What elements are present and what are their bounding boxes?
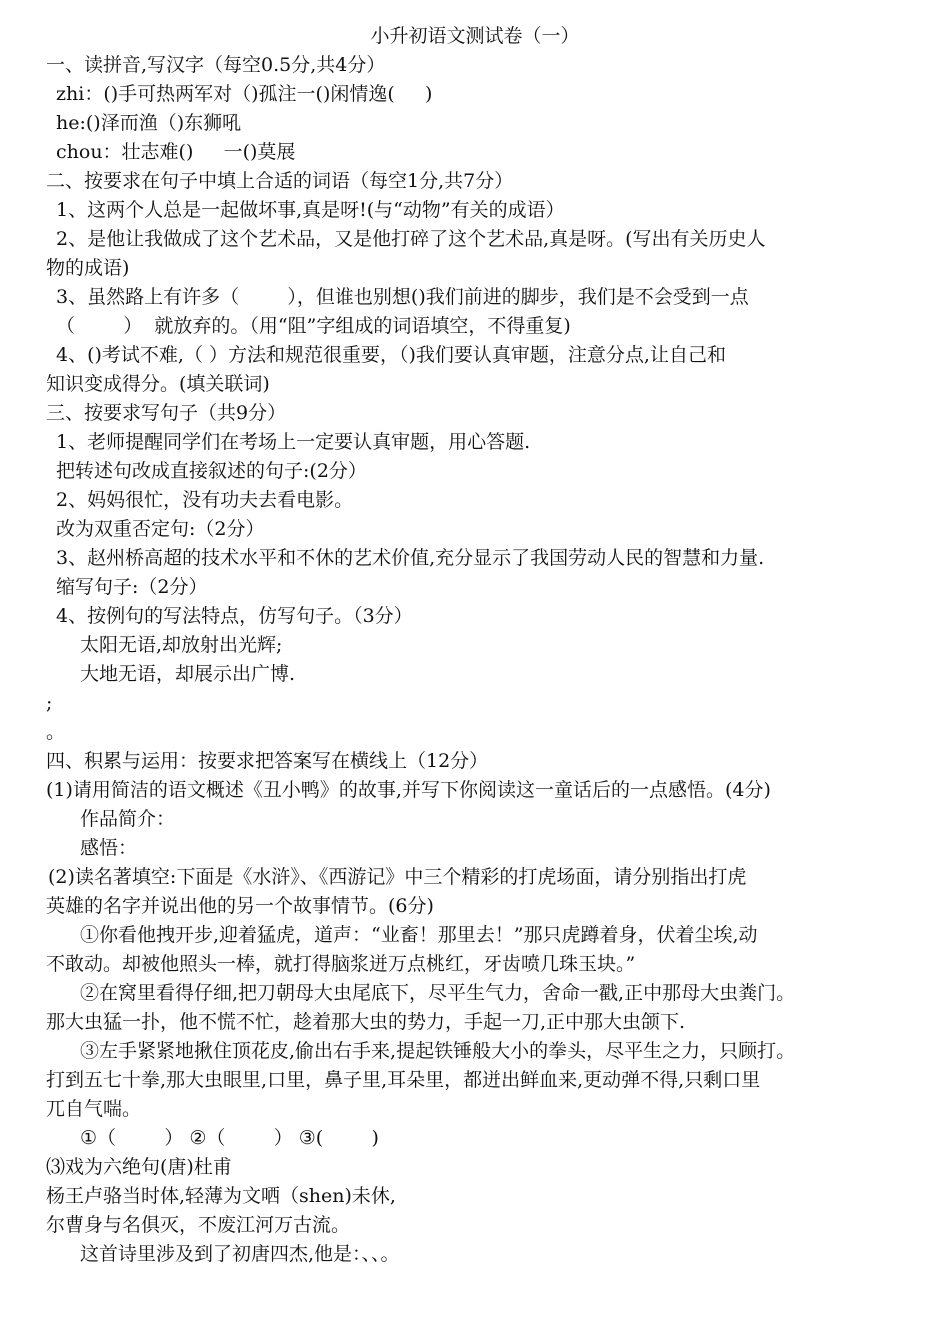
example-sentence: 大地无语，却展示出广博.: [80, 663, 296, 685]
answer-blanks: ①（ ） ②（ ） ③( ): [80, 1127, 379, 1149]
pinyin-chou-line: chou：壮志难() 一()莫展: [56, 141, 296, 163]
question-text: (2)读名著填空:下面是《水浒》、《西游记》中三个精彩的打虎场面，请分别指出打虎: [48, 866, 747, 888]
passage-paragraph: 那大虫猛一扑，他不慌不忙，趁着那大虫的势力，手起一刀,正中那大虫颌下.: [46, 1011, 686, 1033]
pinyin-he-line: he:()泽而渔（)东狮吼: [56, 112, 242, 134]
question-text: 2、是他让我做成了这个艺术品，又是他打碎了这个艺术品,真是呀。(写出有关历史人: [56, 228, 766, 250]
pinyin-zhi-line: zhi：()手可热两军对（)孤注一()闲情逸( ): [56, 83, 433, 105]
passage-paragraph: 打到五七十拳,那大虫眼里,口里，鼻子里,耳朵里，都迸出鲜血来,更动弹不得,只剩口里: [46, 1069, 761, 1091]
answer-punctuation: ;: [46, 692, 53, 714]
question-text: 1、这两个人总是一起做坏事,真是呀!(与“动物”有关的成语）: [56, 199, 565, 221]
passage-paragraph: 兀自气喘。: [46, 1098, 142, 1120]
question-text: 4、按例句的写法特点，仿写句子。（3分）: [56, 605, 413, 627]
passage-paragraph: ①你看他拽开步,迎着猛虎，道声：“业畜！那里去！”那只虎蹲着身，伏着尘埃,动: [80, 924, 758, 946]
passage-paragraph: ②在窝里看得仔细,把刀朝母大虫尾底下，尽平生气力，舍命一戳,正中那母大虫粪门。: [80, 982, 796, 1004]
question-text: 英雄的名字并说出他的另一个故事情节。(6分): [46, 895, 434, 917]
question-instruction: 把转述句改成直接叙述的句子:(2分）: [56, 460, 367, 482]
example-sentence: 太阳无语,却放射出光辉;: [80, 634, 283, 656]
passage-paragraph: ③左手紧紧地揪住顶花皮,偷出右手来,提起铁锤般大小的拳头，尽平生之力，只顾打。: [80, 1040, 796, 1062]
answer-prompt: 感悟：: [80, 837, 138, 859]
question-instruction: 改为双重否定句:（2分）: [56, 518, 265, 540]
section-3-heading: 三、按要求写句子（共9分）: [46, 402, 287, 424]
poem-title: ⑶戏为六绝句(唐)杜甫: [46, 1156, 232, 1178]
passage-paragraph: 不敢动。却被他照头一棒，就打得脑浆迸万点桃红，牙齿喷几珠玉块。”: [46, 953, 636, 975]
question-text: 4、()考试不难,（ ）方法和规范很重要，（)我们要认真审题，注意分点,让自己和: [56, 344, 726, 366]
poem-line: 杨王卢骆当时体,轻薄为文哂（shen)未休,: [46, 1185, 396, 1207]
question-text: 3、赵州桥高超的技术水平和不休的艺术价值,充分显示了我国劳动人民的智慧和力量.: [56, 547, 765, 569]
question-text: （ ） 就放弃的。（用“阻”字组成的词语填空，不得重复): [56, 315, 571, 337]
question-text: 物的成语): [46, 257, 130, 279]
answer-prompt: 作品简介：: [80, 808, 176, 830]
section-4-heading: 四、积累与运用：按要求把答案写在横线上（12分）: [46, 750, 489, 772]
exam-page: [0, 22, 950, 1269]
question-text: 3、虽然路上有许多（ ），但谁也别想()我们前进的脚步，我们是不会受到一点: [56, 286, 749, 308]
question-instruction: 缩写句子:（2分）: [56, 576, 208, 598]
question-text: 2、妈妈很忙，没有功夫去看电影。: [56, 489, 354, 511]
question-text: 这首诗里涉及到了初唐四杰,他是：、、。: [80, 1243, 400, 1265]
question-text: 1、老师提醒同学们在考场上一定要认真审题，用心答题.: [56, 431, 531, 453]
section-2-heading: 二、按要求在句子中填上合适的词语（每空1分,共7分）: [46, 170, 514, 192]
page-title: 小升初语文测试卷（一）: [370, 25, 580, 47]
poem-line: 尔曹身与名俱灭，不废江河万古流。: [46, 1214, 351, 1236]
question-text: 知识变成得分。(填关联词): [46, 373, 270, 395]
answer-punctuation: 。: [46, 721, 66, 743]
question-text: (1)请用简洁的语文概述《丑小鸭》的故事,并写下你阅读这一童话后的一点感悟。(4分): [46, 779, 771, 801]
section-1-heading: 一、读拼音,写汉字（每空0.5分,共4分）: [46, 54, 386, 76]
